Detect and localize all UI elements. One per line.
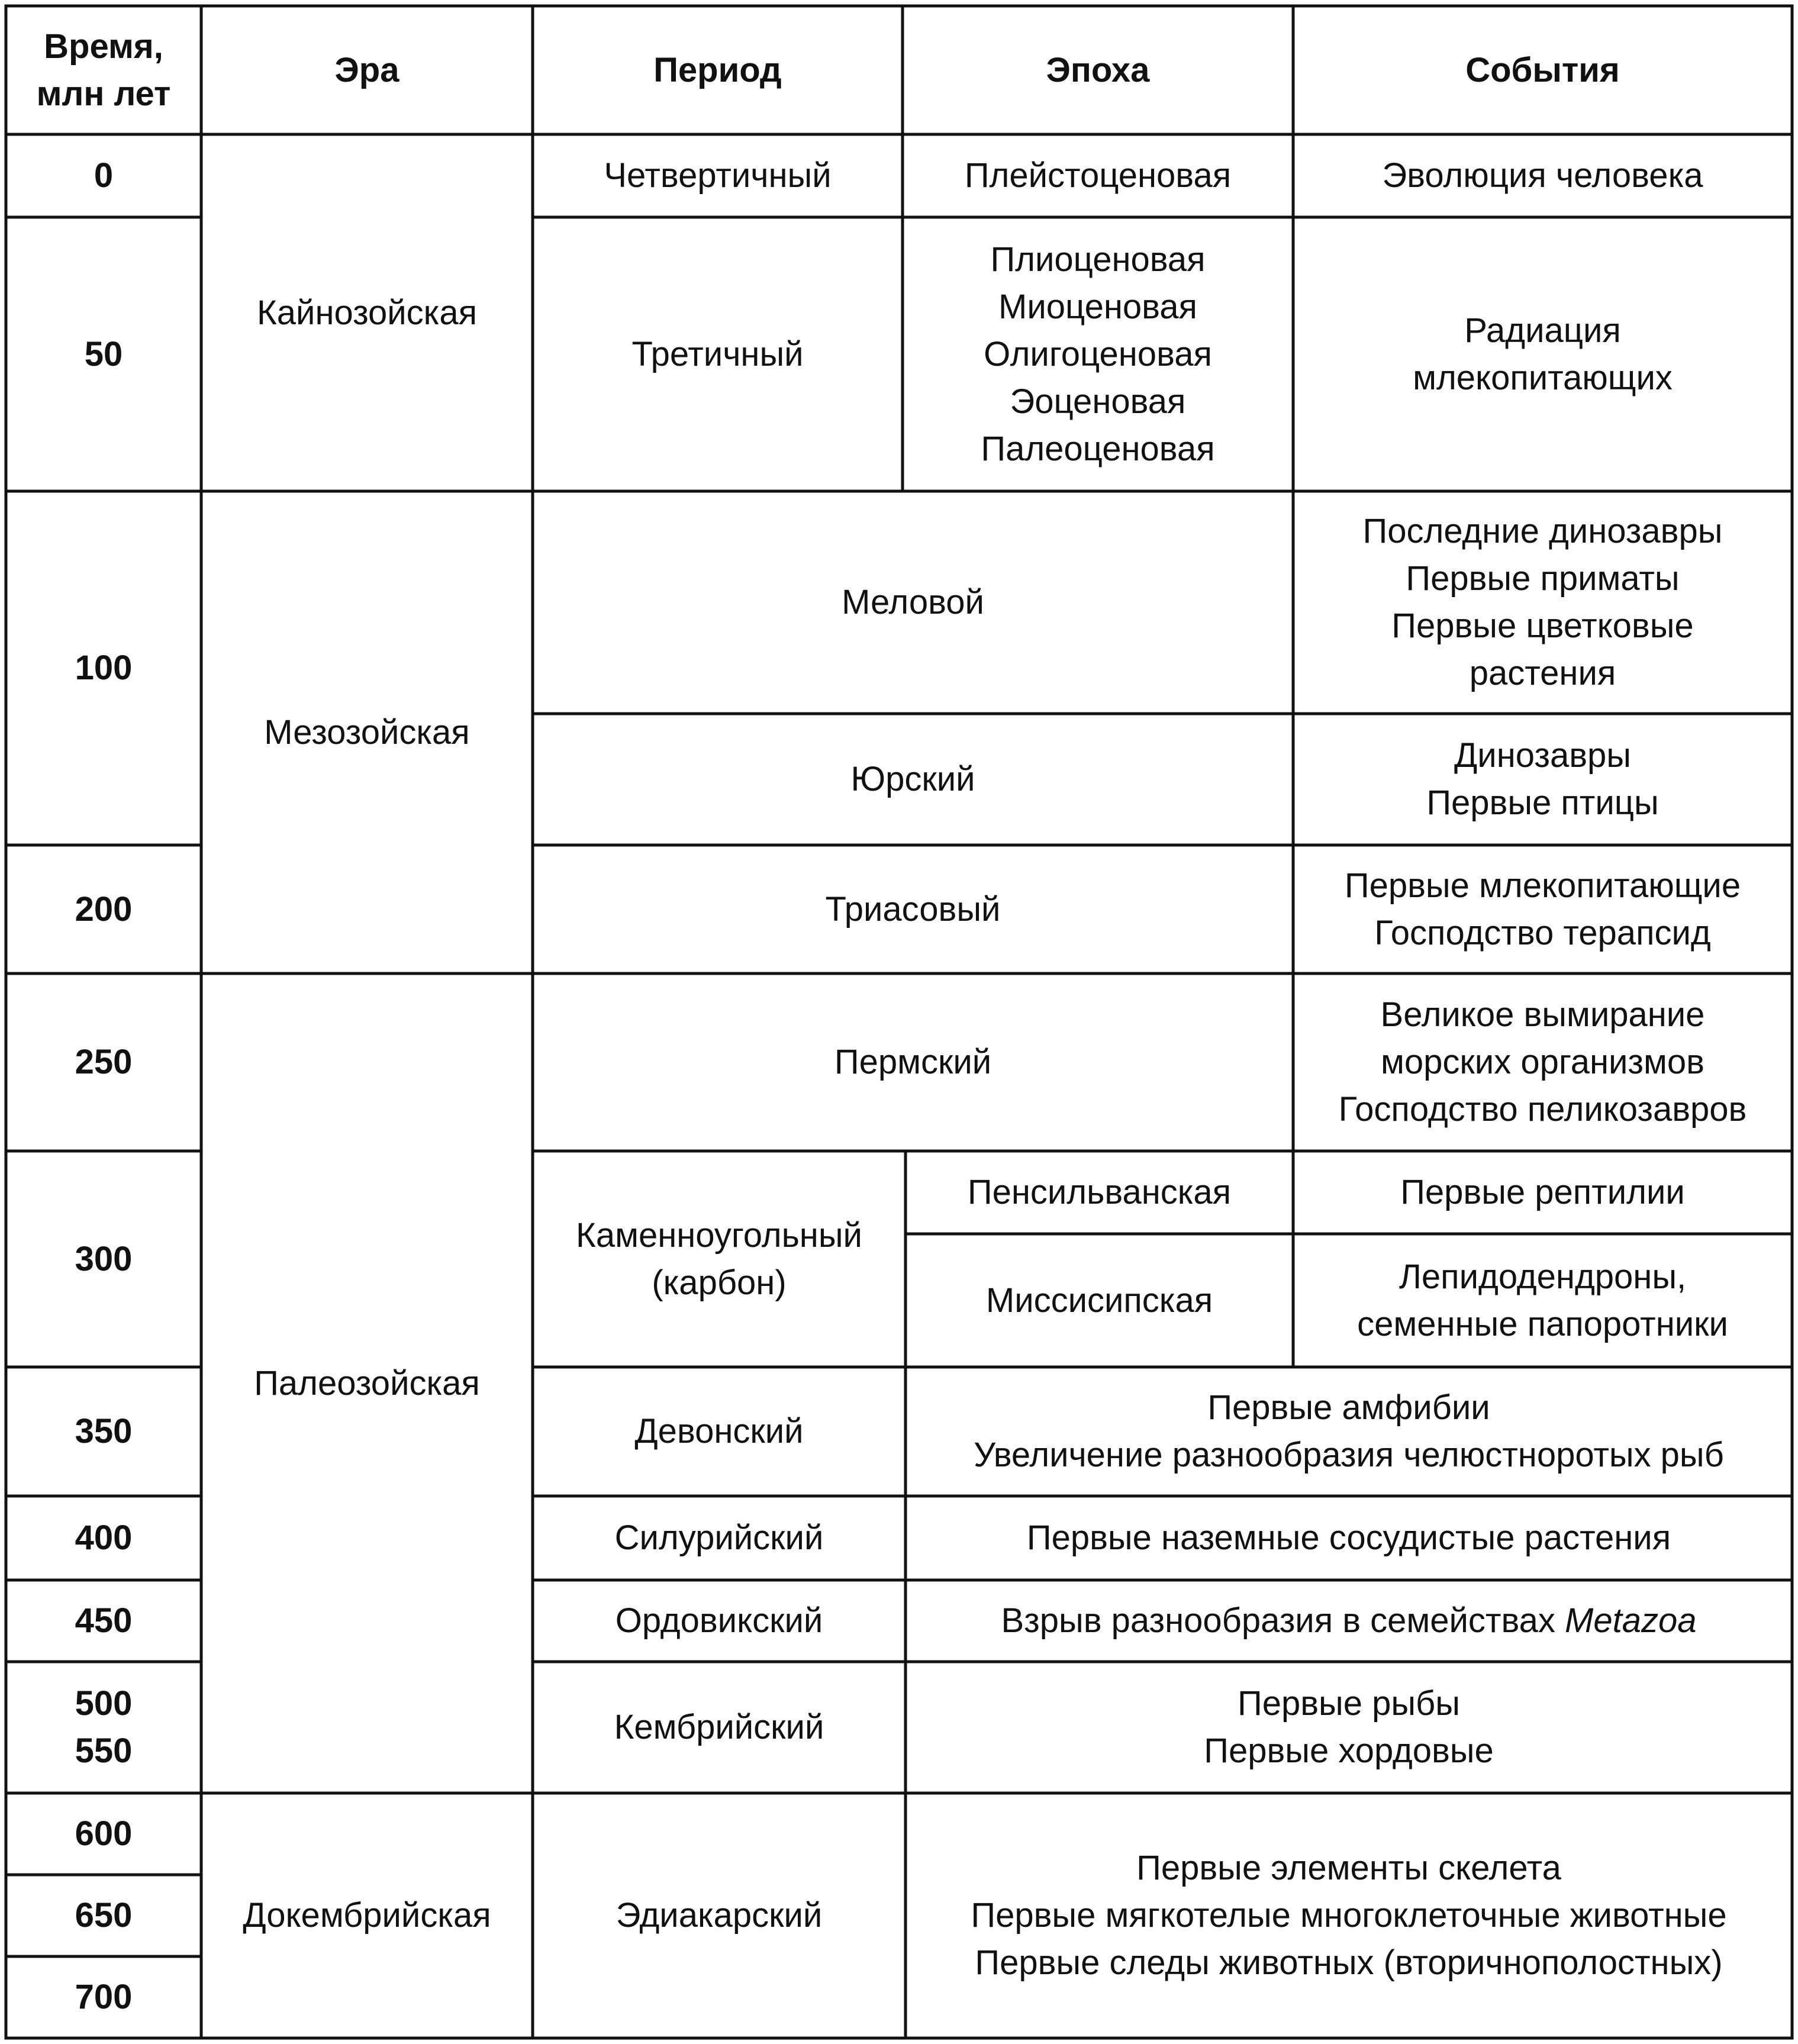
epoch-miocene: Миоценовая (998, 287, 1197, 326)
time-cell-350: 350 (75, 1412, 133, 1450)
epoch-pleistocene: Плейстоценовая (964, 156, 1232, 195)
period-quaternary: Четвертичный (604, 156, 832, 195)
events-silurian: Первые наземные сосудистые растения (1026, 1519, 1671, 1557)
era-cenozoic: Кайнозойская (257, 293, 477, 332)
events-tertiary-line-2: млекопитающих (1413, 358, 1673, 397)
events-tertiary (1293, 217, 1792, 491)
events-tertiary-line-1: Радиация (1464, 311, 1621, 350)
period-carboniferous (533, 1151, 906, 1367)
header-time-line-2: млн лет (36, 74, 171, 113)
time-cell-450: 450 (75, 1601, 133, 1640)
header-time-line-1: Время, (44, 27, 163, 66)
epoch-pennsylvanian: Пенсильванская (967, 1173, 1232, 1211)
period-carboniferous-line-1: Каменноугольный (576, 1216, 862, 1255)
period-ordovician: Ордовикский (615, 1601, 823, 1640)
period-cretaceous: Меловой (842, 583, 984, 621)
events-devonian (906, 1367, 1792, 1496)
period-carboniferous-line-2: (карбон) (652, 1263, 787, 1302)
epoch-tertiary-list (903, 217, 1293, 491)
events-cretaceous-line-3: Первые цветковые (1391, 607, 1694, 645)
epoch-eocene: Эоценовая (1010, 382, 1186, 421)
events-mississippian-line-1: Лепидодендроны, (1399, 1257, 1687, 1296)
epoch-mississippian: Миссисипская (985, 1281, 1213, 1320)
events-ordovician-taxon: Metazoa (1565, 1601, 1697, 1640)
era-paleozoic: Палеозойская (254, 1363, 480, 1403)
time-cell-700: 700 (75, 1978, 133, 2016)
time-label-550: 550 (75, 1732, 133, 1770)
period-jurassic: Юрский (850, 760, 975, 798)
events-permian (1293, 973, 1792, 1151)
events-devonian-line-2: Увеличение разнообразия челюстноротых рыб (974, 1436, 1724, 1474)
events-cretaceous-line-1: Последние динозавры (1362, 512, 1723, 550)
header-era: Эра (334, 50, 399, 89)
events-ordovician (906, 1580, 1792, 1662)
epoch-pliocene: Плиоценовая (990, 240, 1206, 279)
period-tertiary: Третичный (631, 334, 804, 373)
events-permian-line-1: Великое вымирание (1380, 995, 1705, 1034)
events-quaternary: Эволюция человека (1382, 156, 1703, 195)
epoch-paleocene: Палеоценовая (981, 429, 1215, 468)
events-ordovician-line (1001, 1597, 1696, 1645)
events-cretaceous-line-4: растения (1469, 654, 1616, 692)
time-cell-400: 400 (75, 1519, 133, 1557)
events-triassic-line-2: Господство терапсид (1374, 913, 1711, 952)
events-cambrian-line-1: Первые рыбы (1238, 1684, 1460, 1723)
period-cambrian: Кембрийский (614, 1708, 824, 1746)
period-ediacaran: Эдиакарский (616, 1896, 823, 1935)
events-permian-line-3: Господство пеликозавров (1338, 1090, 1747, 1129)
time-cell-500-550 (6, 1662, 201, 1793)
period-triassic: Триасовый (825, 889, 1001, 928)
events-jurassic-line-1: Динозавры (1454, 736, 1631, 775)
events-mississippian-line-2: семенные папоротники (1357, 1304, 1728, 1343)
time-label-500: 500 (75, 1684, 133, 1723)
header-epoch: Эпоха (1046, 50, 1150, 89)
events-ediacaran-line-3: Первые следы животных (вторичнополостных) (975, 1943, 1723, 1982)
time-cell-600: 600 (75, 1814, 133, 1853)
events-devonian-line-1: Первые амфибии (1207, 1388, 1490, 1427)
events-ediacaran-line-2: Первые мягкотелые многоклеточные животные (971, 1896, 1727, 1935)
time-cell-250: 250 (75, 1043, 133, 1081)
events-jurassic-line-2: Первые птицы (1426, 784, 1659, 822)
events-permian-line-2: морских организмов (1381, 1043, 1704, 1081)
header-time (6, 6, 201, 134)
events-triassic-line-1: Первые млекопитающие (1344, 866, 1741, 905)
era-mesozoic: Мезозойская (264, 713, 470, 752)
events-mississippian (1293, 1234, 1792, 1367)
events-ediacaran (906, 1793, 1792, 2038)
events-jurassic (1293, 714, 1792, 845)
time-cell-200: 200 (75, 889, 133, 928)
time-cell-0: 0 (94, 156, 114, 195)
era-precambrian: Докембрийская (243, 1896, 491, 1935)
header-period: Период (653, 50, 782, 89)
period-permian: Пермский (834, 1043, 992, 1081)
epoch-oligocene: Олигоценовая (984, 334, 1212, 373)
header-events: События (1465, 50, 1620, 89)
events-cambrian (906, 1662, 1792, 1793)
time-cell-650: 650 (75, 1896, 133, 1935)
events-cambrian-line-2: Первые хордовые (1204, 1732, 1494, 1770)
time-cell-50: 50 (84, 334, 123, 373)
period-silurian: Силурийский (614, 1519, 824, 1557)
events-cretaceous-line-2: Первые приматы (1406, 559, 1680, 598)
events-triassic (1293, 845, 1792, 973)
events-ordovician-text: Взрыв разнообразия в семействах (1001, 1601, 1555, 1640)
events-pennsylvanian: Первые рептилии (1400, 1173, 1685, 1211)
time-cell-300: 300 (75, 1239, 133, 1278)
time-cell-100: 100 (75, 649, 133, 687)
period-devonian: Девонский (634, 1412, 804, 1450)
events-cretaceous (1293, 491, 1792, 714)
events-ediacaran-line-1: Первые элементы скелета (1136, 1849, 1561, 1887)
